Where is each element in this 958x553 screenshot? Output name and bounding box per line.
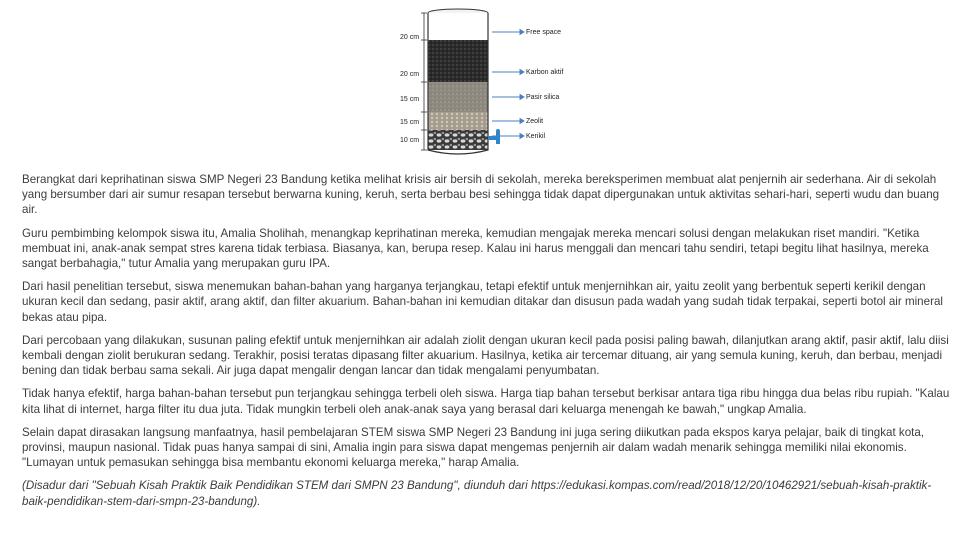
layer-zeolit [428, 112, 488, 130]
paragraph: Tidak hanya efektif, harga bahan-bahan tersebut pun terjangkau sehingga terbeli oleh siswa. Harga tiap bahan tersebut berkisar antara tiga ribu hingga dua belas ribu rupiah. "Kalau kita lihat di internet, harga filter itu dua juta. Tidak mungkin terbeli oleh anak-anak saya yang berasal dari keluarga menengah ke bawah," ungkap Amalia. [22, 387, 950, 416]
paragraph: Guru pembimbing kelompok siswa itu, Amalia Sholihah, menangkap keprihatinan mereka, kemudian mengajak mereka mencari solusi dengan melakukan riset mandiri. "Ketika membuat ini, anak-anak sempat stres karena tidak terbiasa. Biasanya, kan, berupa resep. Kalau ini harus menggali dan mencari tahu sendiri, tetapi begitu lihat hasilnya, mereka sangat berbahagia," tutur Amalia yang merupakan guru IPA. [22, 226, 929, 271]
layer-label: Zeolit [526, 118, 544, 125]
layer-pasir-silica [428, 82, 488, 112]
layer-label: Karbon aktif [526, 69, 564, 76]
layer-free-space [428, 13, 488, 40]
depth-label: 20 cm [400, 71, 420, 78]
paragraph: Berangkat dari keprihatinan siswa SMP Negeri 23 Bandung ketika melihat krisis air bersih di sekolah, mereka bereksperimen membuat alat penjernih air sederhana. Air di sekolah yang bersumber dari air sumur resapan tersebut berwarna kuning, keruh, serta berbau besi sehingga tidak dapat dipergunakan untuk aktivitas sehari-hari, seperti wudu dan buang air. [22, 173, 940, 217]
paragraph: Selain dapat dirasakan langsung manfaatnya, hasil pembelajaran STEM siswa SMP Negeri 23 Bandung ini juga sering diikutkan pada ekspos karya pelajar, baik di tingkat kota, provinsi, maupun nasional. Tidak puas hanya sampai di sini, Amalia ingin para siswa dapat mengemas penjernih air dalam wadah menarik sehingga memiliki nilai ekonomis. "Lumayan untuk pemasukan sehingga bisa membantu ekonomi keluarga mereka," harap Amalia. [22, 425, 925, 470]
depth-label: 15 cm [400, 96, 420, 103]
layer-karbon-aktif [428, 40, 488, 82]
paragraph: Dari percobaan yang dilakukan, susunan paling efektif untuk menjernihkan air adalah ziolit dengan ukuran kecil pada posisi paling bawah, dilanjutkan arang aktif, pasir aktif, lalu diisi kembali dengan ziolit berukuran sedang. Terakhir, posisi teratas dipasang filter akuarium. Hasilnya, ketika air tercemar dituang, air yang semula kuning, keruh, dan berbau, menjadi bening dan tidak berbau sama sekali. Air juga dapat mengalir dengan lancar dan tidak mengalami penyumbatan. [22, 333, 949, 378]
filter-column-illustration [380, 0, 600, 160]
source-citation: (Disadur dari "Sebuah Kisah Praktik Baik Pendidikan STEM dari SMPN 23 Bandung", diunduh dari https://edukasi.kompas.com/read/2018/12/20/10462921/sebuah-kisah-praktik-baik-pendidikan-stem-dari-smpn-23-bandung). [22, 479, 932, 508]
depth-label: 15 cm [400, 119, 420, 126]
water-filter-diagram [380, 0, 600, 160]
tap-icon [488, 132, 500, 144]
depth-label: 10 cm [400, 137, 420, 144]
depth-label: 20 cm [400, 34, 420, 41]
layer-label: Kerikil [526, 133, 546, 140]
layer-kerikil [428, 130, 488, 150]
article-body [22, 172, 952, 517]
layer-label: Free space [526, 29, 562, 36]
layer-label: Pasir silica [526, 94, 560, 101]
paragraph: Dari hasil penelitian tersebut, siswa menemukan bahan-bahan yang harganya terjangkau, tetapi efektif untuk menjernihkan air, yaitu zeolit yang berbentuk seperti kerikil dengan ukuran kecil dan sedang, pasir aktif, arang aktif, dan filter akuarium. Bahan-bahan ini kemudian ditakar dan disusun pada wadah yang sudah tidak terpakai, seperti botol air mineral bekas atau pipa. [22, 280, 943, 324]
